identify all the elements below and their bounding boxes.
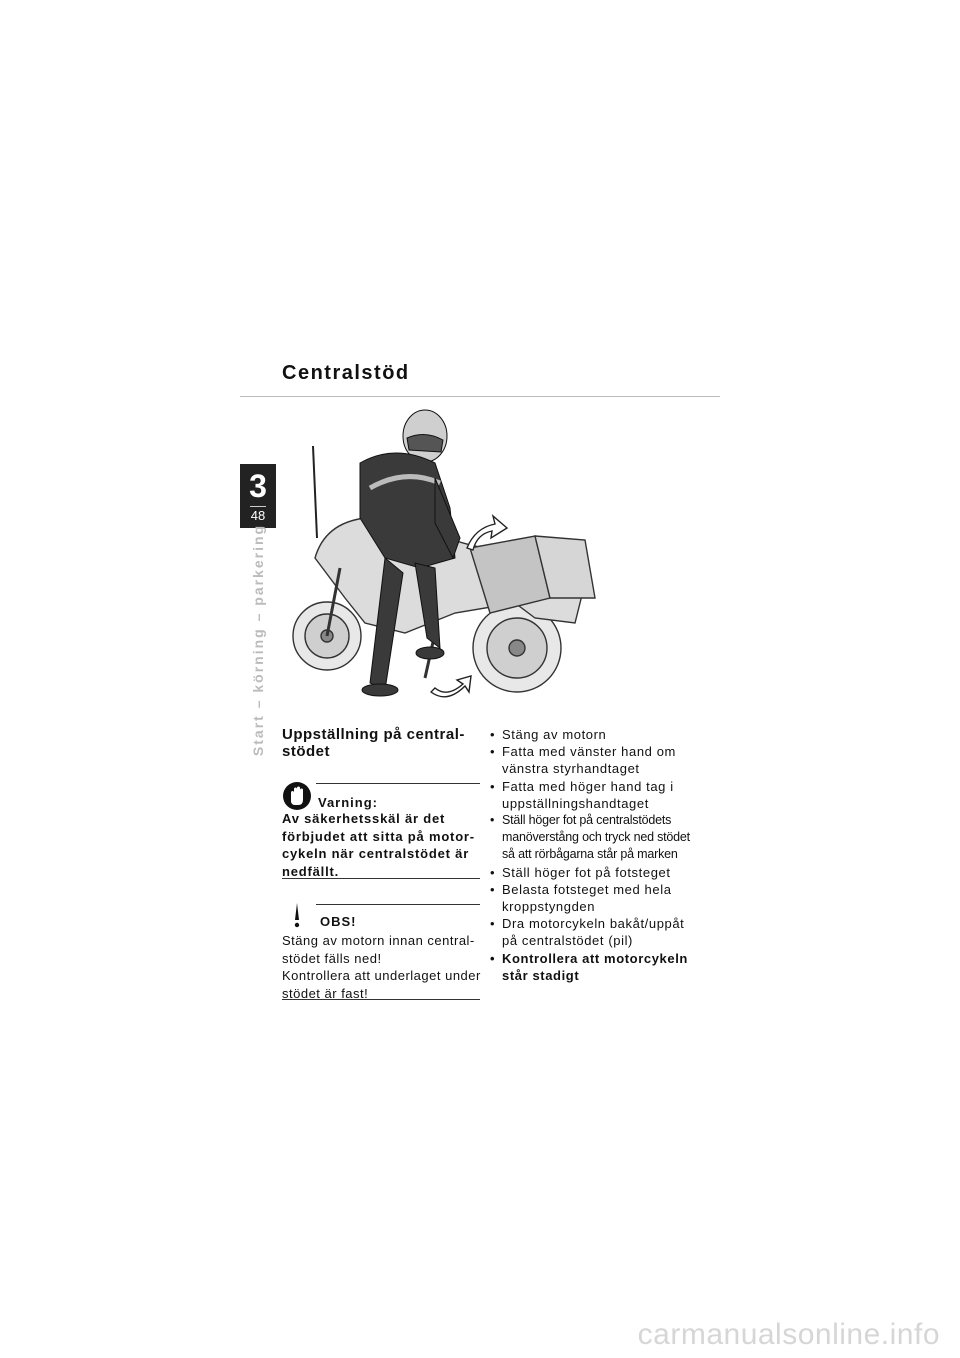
watermark: carmanualsonline.info	[637, 1318, 940, 1351]
motorcycle-drawing	[293, 446, 595, 692]
motorcycle-centre-stand-illustration	[285, 408, 605, 708]
chapter-number: 3	[249, 468, 267, 504]
stop-hand-icon	[282, 781, 312, 811]
list-item: • Dra motorcykeln bakåt/uppåt på centralstödet (pil)	[490, 915, 700, 949]
exclamation-icon	[282, 900, 312, 930]
warning-text: Av säkerhetsskäl är det förbjudet att sitta på motor-cykeln när centralstödet är nedfällt.	[282, 811, 475, 879]
obs-bottom-rule	[282, 999, 480, 1000]
obs-line: Kontrollera att underlaget under stödet är fast!	[282, 968, 481, 1001]
chapter-tab-divider	[250, 506, 266, 507]
section-heading: Uppställning på central-stödet	[282, 726, 465, 760]
page-number: 48	[250, 508, 266, 523]
procedure-steps	[490, 726, 700, 984]
list-item: • Fatta med vänster hand om vänstra styrhandtaget	[490, 743, 700, 777]
list-item: • Fatta med höger hand tag i uppställningshandtaget	[490, 778, 700, 812]
warning-top-rule	[316, 783, 480, 784]
warning-label: Varning:	[318, 795, 379, 810]
obs-top-rule	[316, 904, 480, 905]
obs-label: OBS!	[320, 914, 357, 929]
list-item: • Kontrollera att motorcykeln står stadigt	[490, 950, 700, 984]
list-item: • Ställ höger fot på fotsteget	[490, 864, 700, 881]
page-title: Centralstöd	[282, 362, 410, 384]
chapter-side-label: Start – körning – parkering	[250, 523, 266, 757]
list-item: • Belasta fotsteget med hela kroppstyngden	[490, 881, 700, 915]
obs-text	[282, 932, 482, 1002]
warning-bottom-rule	[282, 878, 480, 879]
obs-line: Stäng av motorn innan central-stödet fälls ned!	[282, 933, 475, 966]
list-item: • Ställ höger fot på centralstödets manöverstång och tryck ned stödet så att rörbågarna står på marken	[490, 812, 700, 864]
title-divider	[240, 396, 720, 397]
list-item: • Stäng av motorn	[490, 726, 700, 743]
arrow-down-icon	[431, 676, 471, 697]
